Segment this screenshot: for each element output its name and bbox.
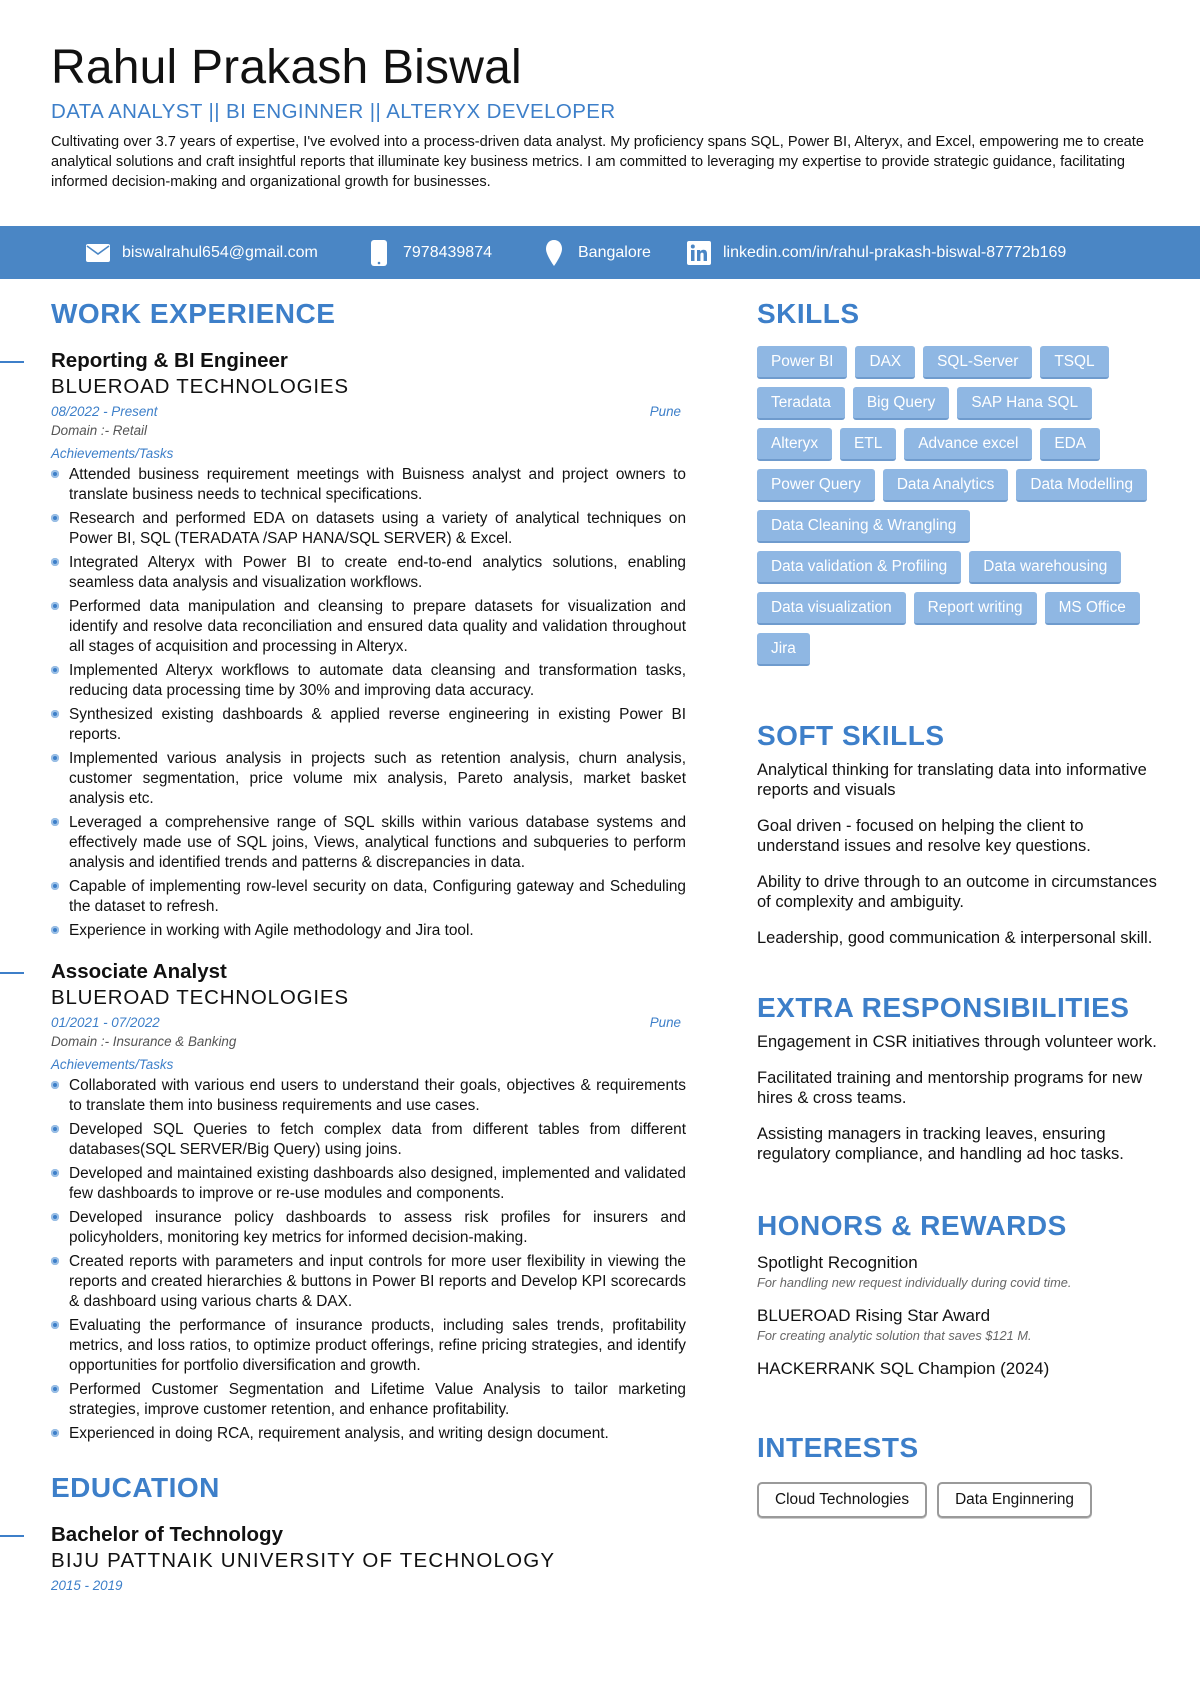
skill-tag: Jira bbox=[757, 633, 810, 666]
list-paragraph: Leadership, good communication & interpersonal skill. bbox=[757, 929, 1153, 947]
list-paragraph: Engagement in CSR initiatives through volunteer work. bbox=[757, 1033, 1157, 1051]
job-domain: Domain :- Insurance & Banking bbox=[51, 1034, 237, 1049]
candidate-name: Rahul Prakash Biswal bbox=[51, 41, 522, 94]
job-dates: 01/2021 - 07/2022 bbox=[51, 1015, 160, 1030]
contact-bar bbox=[0, 226, 1200, 279]
task-item: Capable of implementing row-level security on data, Configuring gateway and Scheduling the dataset to refresh. bbox=[51, 877, 686, 917]
task-item: Performed data manipulation and cleansing to prepare datasets for visualization and identify and resolve data reconciliation and ensured data quality and validation throughout all stages of acquisition and processing in Alteryx. bbox=[51, 597, 686, 657]
list-paragraph: Ability to drive through to an outcome in circumstances of complexity and ambiguity. bbox=[757, 873, 1157, 911]
task-item: Implemented Alteryx workflows to automate data cleansing and transformation tasks, reducing data processing time by 30% and improving data accuracy. bbox=[51, 661, 686, 701]
achievements-label: Achievements/Tasks bbox=[51, 1057, 174, 1072]
task-item: Experienced in doing RCA, requirement analysis, and writing design document. bbox=[51, 1424, 686, 1444]
job-meta bbox=[51, 402, 681, 421]
degree-name: Bachelor of Technology bbox=[51, 1523, 283, 1546]
work-experience-heading: WORK EXPERIENCE bbox=[51, 298, 336, 329]
skill-tag: Data validation & Profiling bbox=[757, 551, 961, 584]
phone-icon bbox=[367, 241, 391, 265]
company-name: BLUEROAD TECHNOLOGIES bbox=[51, 986, 349, 1009]
task-item: Synthesized existing dashboards & applied reverse engineering in existing Power BI reports. bbox=[51, 705, 686, 745]
task-item: Implemented various analysis in projects such as retention analysis, churn analysis, customer segmentation, price volume mix analysis, Pareto analysis, market basket analysis etc. bbox=[51, 749, 686, 809]
job-dates: 08/2022 - Present bbox=[51, 404, 158, 419]
job-meta bbox=[51, 1013, 681, 1032]
skills-list bbox=[757, 346, 1157, 666]
soft-skills-list bbox=[757, 760, 1157, 948]
interests-list bbox=[757, 1482, 1157, 1518]
task-item: Research and performed EDA on datasets using a variety of analytical techniques on Power BI, SQL (TERADATA /SAP HANA/SQL SERVER) & Excel. bbox=[51, 509, 686, 549]
job-entry-2 bbox=[51, 959, 686, 1444]
education-dates: 2015 - 2019 bbox=[51, 1578, 123, 1593]
resume-header bbox=[51, 38, 1161, 192]
extra-responsibilities-list bbox=[757, 1032, 1157, 1164]
contact-phone[interactable] bbox=[367, 226, 492, 279]
task-list bbox=[51, 465, 686, 941]
honors-heading: HONORS & REWARDS bbox=[757, 1210, 1067, 1241]
skill-tag: Teradata bbox=[757, 387, 845, 420]
contact-email[interactable] bbox=[86, 226, 318, 279]
honor-title: Spotlight Recognition bbox=[757, 1253, 918, 1272]
profile-summary: Cultivating over 3.7 years of expertise, I've evolved into a process-driven data analyst. My proficiency spans SQL, Power BI, Alteryx, and Excel, empowering me to create analytical solutions and craft insightful reports that illuminate key business metrics. I am committed to leveraging my expertise to provide strategic guidance, facilitating informed decision-making and organizational growth for businesses. bbox=[51, 134, 1144, 190]
skill-tag: SAP Hana SQL bbox=[957, 387, 1092, 420]
skill-tag: Data Modelling bbox=[1016, 469, 1147, 502]
skill-tag: Power BI bbox=[757, 346, 847, 379]
skill-tag: SQL-Server bbox=[923, 346, 1032, 379]
contact-linkedin[interactable] bbox=[687, 226, 1066, 279]
task-item: Developed insurance policy dashboards to assess risk profiles for insurers and policyholders, monitoring key metrics for informed decision-making. bbox=[51, 1208, 686, 1248]
honor-title: BLUEROAD Rising Star Award bbox=[757, 1306, 991, 1325]
job-title: Reporting & BI Engineer bbox=[51, 349, 288, 372]
task-item: Evaluating the performance of insurance products, including sales trends, profitability metrics, and loss ratios, to optimize product offerings, refine pricing strategies, and identify opportunities for portfolio diversification and growth. bbox=[51, 1316, 686, 1376]
list-paragraph: Assisting managers in tracking leaves, ensuring regulatory compliance, and handling ad hoc tasks. bbox=[757, 1125, 1124, 1163]
job-location: Pune bbox=[649, 404, 681, 419]
skill-tag: EDA bbox=[1040, 428, 1100, 461]
list-paragraph: Analytical thinking for translating data into informative reports and visuals bbox=[757, 761, 1147, 799]
list-paragraph: Goal driven - focused on helping the client to understand issues and resolve key questions. bbox=[757, 817, 1091, 855]
honor-description: For creating analytic solution that saves $121 M. bbox=[757, 1328, 1032, 1343]
interests-heading: INTERESTS bbox=[757, 1432, 919, 1463]
skill-tag: Alteryx bbox=[757, 428, 832, 461]
skill-tag: Data Cleaning & Wrangling bbox=[757, 510, 970, 543]
education-marker-line bbox=[0, 1535, 24, 1537]
soft-skills-heading: SOFT SKILLS bbox=[757, 720, 945, 751]
honor-description: For handling new request individually during covid time. bbox=[757, 1275, 1072, 1290]
email-text[interactable]: biswalrahul654@gmail.com bbox=[122, 243, 318, 261]
task-item: Attended business requirement meetings with Buisness analyst and project owners to translate business needs to technical specifications. bbox=[51, 465, 686, 505]
skill-tag: DAX bbox=[855, 346, 915, 379]
envelope-icon bbox=[86, 241, 110, 265]
education-heading: EDUCATION bbox=[51, 1472, 220, 1503]
job-location: Pune bbox=[649, 1015, 681, 1030]
task-item: Developed SQL Queries to fetch complex data from different tables from different databases(SQL SERVER/Big Query) using joins. bbox=[51, 1120, 686, 1160]
job-marker-line bbox=[0, 361, 24, 363]
contact-location bbox=[542, 226, 651, 279]
list-paragraph: Facilitated training and mentorship programs for new hires & cross teams. bbox=[757, 1069, 1143, 1107]
skill-tag: TSQL bbox=[1040, 346, 1108, 379]
phone-text[interactable]: 7978439874 bbox=[403, 243, 492, 261]
task-item: Developed and maintained existing dashboards also designed, implemented and validated few dashboards to improve or re-use modules and components. bbox=[51, 1164, 686, 1204]
achievements-label: Achievements/Tasks bbox=[51, 446, 174, 461]
task-list bbox=[51, 1076, 686, 1444]
skill-tag: Data Analytics bbox=[883, 469, 1009, 502]
location-pin-icon bbox=[542, 241, 566, 265]
honor-title: HACKERRANK SQL Champion (2024) bbox=[757, 1359, 1050, 1378]
location-text: Bangalore bbox=[578, 243, 651, 261]
interest-tag: Data Enginnering bbox=[937, 1482, 1092, 1518]
task-item: Collaborated with various end users to understand their goals, objectives & requirements to translate them into business requirements and use cases. bbox=[51, 1076, 686, 1116]
interest-tag: Cloud Technologies bbox=[757, 1482, 927, 1518]
skill-tag: Data visualization bbox=[757, 592, 906, 625]
skills-heading: SKILLS bbox=[757, 298, 860, 329]
job-domain: Domain :- Retail bbox=[51, 423, 147, 438]
job-title: Associate Analyst bbox=[51, 960, 227, 983]
task-item: Created reports with parameters and input controls for more user flexibility in viewing the reports and created hierarchies & buttons in Power BI reports and Develop KPI scorecards & dashboard using various charts & DAX. bbox=[51, 1252, 686, 1312]
task-item: Leveraged a comprehensive range of SQL skills within various database systems and effectively made use of SQL joins, Views, analytical functions and subqueries to perform analysis and identified trends and patterns & discrepancies in data. bbox=[51, 813, 686, 873]
job-entry-1 bbox=[51, 348, 686, 941]
extra-responsibilities-heading: EXTRA RESPONSIBILITIES bbox=[757, 992, 1130, 1023]
linkedin-text[interactable]: linkedin.com/in/rahul-prakash-biswal-87772b169 bbox=[723, 243, 1067, 261]
skill-tag: Data warehousing bbox=[969, 551, 1121, 584]
linkedin-icon bbox=[687, 241, 711, 265]
skill-tag: ETL bbox=[840, 428, 896, 461]
task-item: Performed Customer Segmentation and Lifetime Value Analysis to tailor marketing strategies, improve customer retention, and enhance profitability. bbox=[51, 1380, 686, 1420]
company-name: BLUEROAD TECHNOLOGIES bbox=[51, 375, 349, 398]
skill-tag: Report writing bbox=[914, 592, 1037, 625]
right-column bbox=[757, 296, 1157, 1518]
education-entry bbox=[51, 1522, 686, 1596]
skill-tag: Advance excel bbox=[904, 428, 1032, 461]
job-tagline: DATA ANALYST || BI ENGINNER || ALTERYX DEVELOPER bbox=[51, 100, 616, 123]
task-item: Integrated Alteryx with Power BI to create end-to-end analytics solutions, enabling seamless data analysis and visualization workflows. bbox=[51, 553, 686, 593]
left-column bbox=[51, 296, 686, 1596]
task-item: Experience in working with Agile methodology and Jira tool. bbox=[51, 921, 686, 941]
honors-list bbox=[757, 1252, 1157, 1380]
skill-tag: MS Office bbox=[1045, 592, 1140, 625]
job-marker-line bbox=[0, 972, 24, 974]
skill-tag: Big Query bbox=[853, 387, 949, 420]
school-name: BIJU PATTNAIK UNIVERSITY OF TECHNOLOGY bbox=[51, 1549, 556, 1572]
skill-tag: Power Query bbox=[757, 469, 875, 502]
